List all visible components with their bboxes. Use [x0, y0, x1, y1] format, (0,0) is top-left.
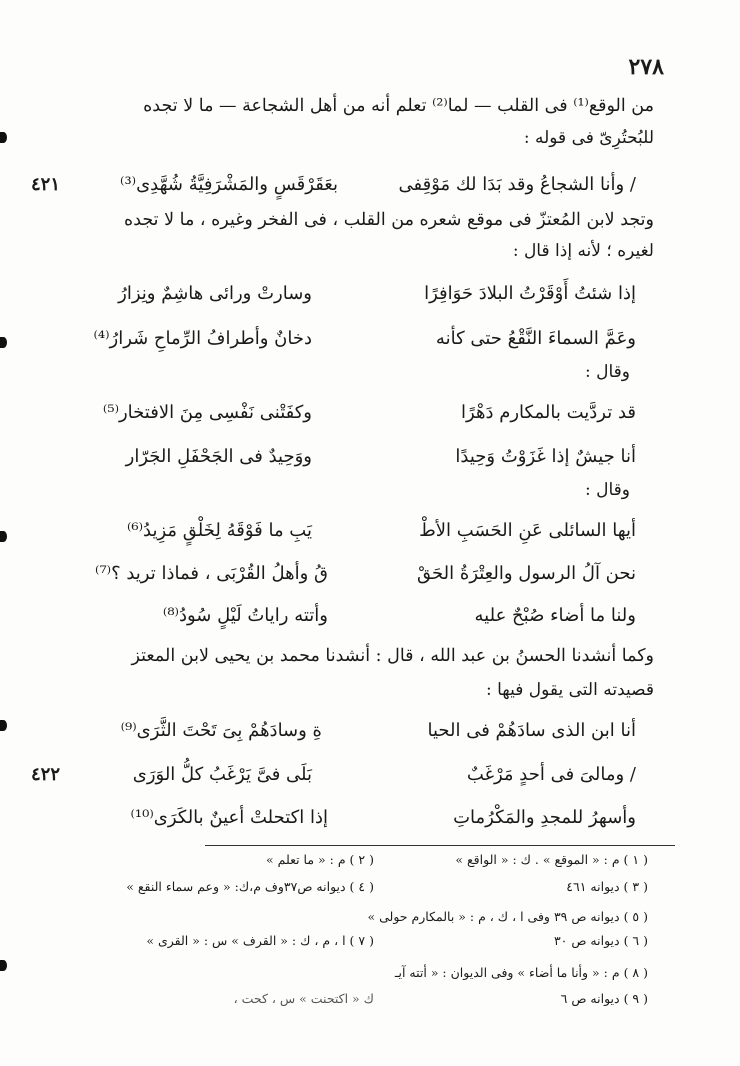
prose-line: لغيره ؛ لأنه إذا قال : — [512, 241, 654, 261]
verse-hemistich-first: قد تردَّيت بالمكارم دَهْرًا — [461, 402, 636, 423]
margin-mark — [0, 960, 7, 971]
verse-hemistich-first: نحن آلُ الرسول والعِتْرَةُ الحَقْ — [417, 563, 636, 584]
verse-hemistich-first: ولنا ما أضاء صُبْحٌ عليه — [474, 605, 636, 626]
footnote: ( ٧ ) ا ، م ، ك : « القرف » س : « القرى » — [146, 933, 374, 948]
verse-number-421: ٤٢١ — [30, 174, 60, 195]
verse-hemistich-second: وكفَتْنى نَفْسِى مِنَ الافتخار⁽⁵⁾ — [102, 402, 312, 423]
verse-hemistich-first: أيها السائلى عَنِ الحَسَبِ الأطْ — [419, 520, 636, 541]
verse-hemistich-second: بعَقَرْقَسٍ والمَشْرَفِيَّةُ شُهَّدِى⁽³⁾ — [120, 174, 338, 195]
footnote: ( ٤ ) ديوانه ص٣٧وف م،ك: « وعم سماء النقع » — [126, 879, 374, 894]
footnote: ( ٨ ) م : « وأنا ما أضاء » وفى الديوان : « أتته آيـ — [394, 965, 648, 980]
verse-hemistich-second: إذا اكتحلتْ أعينٌ بالكَرَى⁽¹⁰⁾ — [130, 807, 328, 828]
verse-hemistich-first: إذا شئتُ أَوْقَرْتُ البلادَ حَوَافِرًا — [424, 283, 636, 304]
footnote: ( ٥ ) ديوانه ص ٣٩ وفى ا ، ك ، م : « بالمكارم حولى » — [367, 909, 648, 924]
prose-line: وكما أنشدنا الحسنُ بن عبد الله ، قال : أنشدنا محمد بن يحيى لابن المعتز — [131, 646, 654, 666]
verse-hemistich-second: بَلَى فىَّ يَرْغَبُ كلُّ الوَرَى — [132, 764, 312, 785]
prose-line: للبُحتُرِىّ فى قوله : — [523, 128, 654, 148]
margin-mark — [0, 531, 7, 542]
verse-hemistich-second: يَبِ ما فَوْقَهُ لِخَلْقٍ مَزِيدُ⁽⁶⁾ — [126, 520, 312, 541]
verse-hemistich-first: / وأنا الشجاعُ وقد بَدَا لك مَوْقِفى — [398, 174, 636, 195]
prose-line: قصيدته التى يقول فيها : — [485, 680, 654, 700]
footnote: ( ٦ ) ديوانه ص ٣٠ — [553, 933, 648, 948]
margin-mark — [0, 337, 7, 348]
verse-hemistich-first: أنا جيشٌ إذا غَزَوْتُ وَحِيدًا — [455, 446, 636, 467]
margin-mark — [0, 720, 7, 731]
verse-hemistich-second: دخانٌ وأطرافُ الرِّماحِ شَرارُ⁽⁴⁾ — [93, 328, 312, 349]
verse-hemistich-second: ةِ وسادَهُمْ بِىَ تَحْتَ الثَّرَى⁽⁹⁾ — [120, 720, 322, 741]
footnote: ( ١ ) م : « الموقع » . ك : « الواقع » — [455, 852, 648, 867]
footnote: ( ٢ ) م : « ما تعلم » — [266, 852, 374, 867]
verse-number-422: ٤٢٢ — [30, 764, 60, 785]
prose-line: وقال : — [585, 362, 630, 382]
prose-line: وتجد لابن المُعتزّ فى موقع شعره من القلب ، فى الفخر وغيره ، ما لا تجده — [124, 210, 654, 230]
verse-hemistich-second: ووَحِيدٌ فى الجَحْفَلِ الجَرّار — [125, 446, 312, 467]
verse-hemistich-second: قُ وأهلُ القُرْبَى ، فماذا تريد ؟⁽⁷⁾ — [95, 563, 328, 584]
verse-hemistich-second: وسارتْ ورائى هاشِمٌ ونِزارُ — [118, 283, 312, 304]
margin-mark — [0, 132, 7, 143]
verse-hemistich-second: وأتته راياتُ لَيْلٍ سُودُ⁽⁸⁾ — [162, 605, 328, 626]
prose-line: من الوقع⁽¹⁾ فى القلب — لما⁽²⁾ تعلم أنه من أهل الشجاعة — ما لا تجده — [143, 96, 654, 116]
verse-hemistich-first: أنا ابن الذى سادَهُمْ فى الحيا — [427, 720, 636, 741]
footnote: ( ٣ ) ديوانه ٤٦١ — [566, 879, 648, 894]
prose-line: وقال : — [585, 480, 630, 500]
page-number: ٢٧٨ — [628, 54, 664, 80]
verse-hemistich-first: / ومالىَ فى أحدٍ مَرْغَبٌ — [466, 764, 636, 785]
verse-hemistich-first: وعَمَّ السماءَ النَّقْعُ حتى كأنه — [435, 328, 636, 349]
verse-hemistich-first: وأسهرُ للمجدِ والمَكْرُماتِ — [453, 807, 636, 828]
footnote-divider — [205, 845, 675, 846]
footnote: ك « اكتحنت » س ، كحت ، — [233, 991, 374, 1006]
footnote: ( ٩ ) ديوانه ص ٦ — [560, 991, 648, 1006]
